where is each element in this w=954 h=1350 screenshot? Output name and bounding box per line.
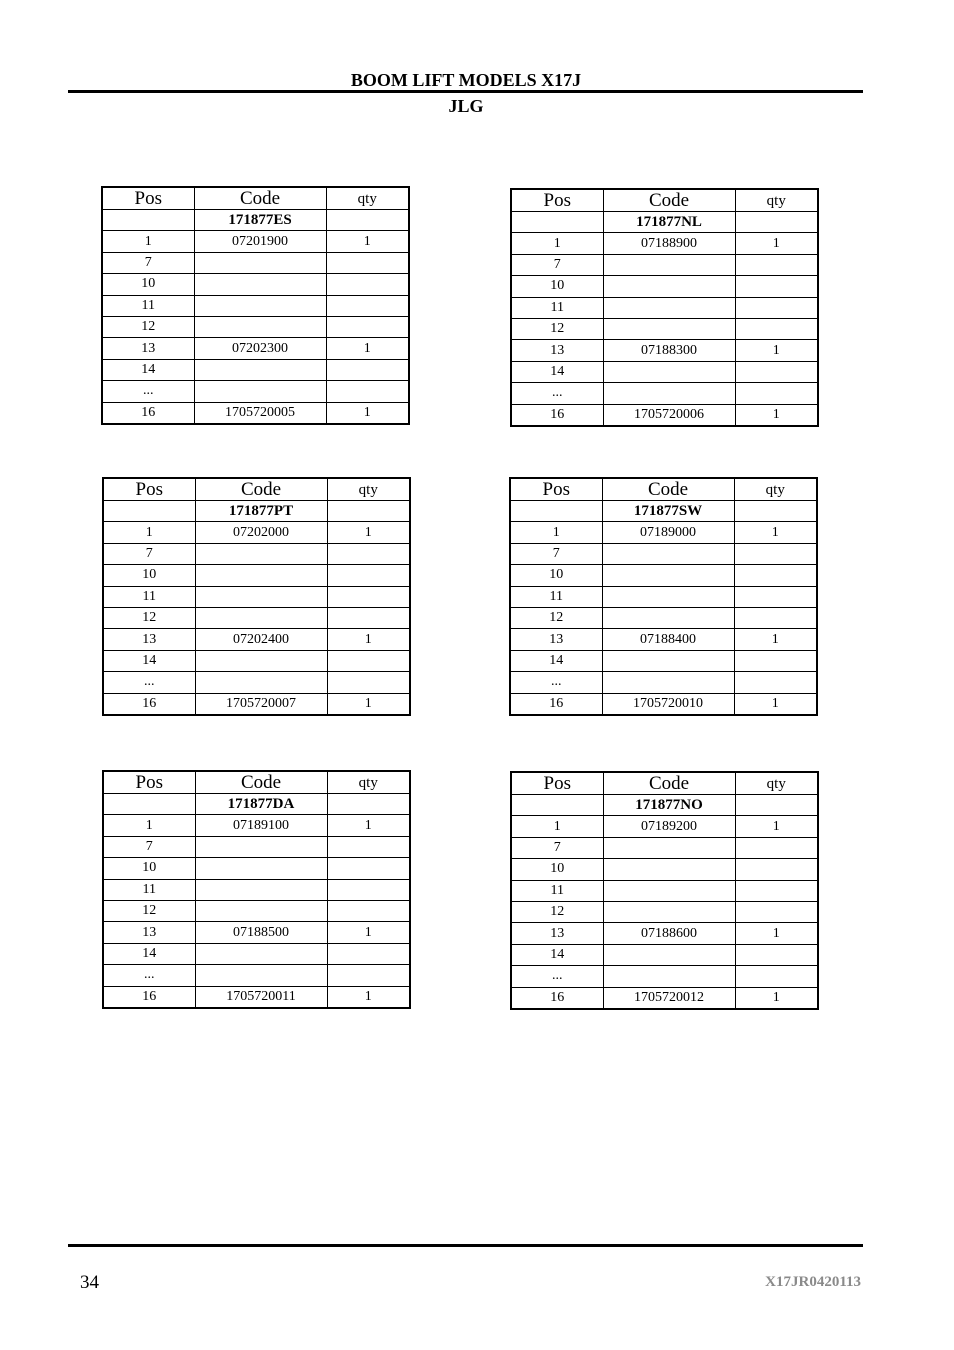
cell-pos: 10 — [102, 274, 194, 295]
cell-qty: 1 — [735, 340, 818, 361]
model-code: 171877PT — [195, 501, 327, 522]
model-qty-cell — [735, 795, 818, 816]
table-row — [511, 318, 818, 339]
cell-pos: 14 — [102, 359, 194, 380]
header-code: Code — [602, 478, 734, 501]
model-code: 171877ES — [194, 210, 326, 231]
cell-qty: 1 — [735, 987, 818, 1009]
header-code: Code — [195, 478, 327, 501]
table-row — [511, 340, 818, 361]
model-code: 171877DA — [195, 794, 327, 815]
cell-qty — [327, 543, 410, 564]
cell-qty — [735, 859, 818, 880]
table-row — [103, 986, 410, 1008]
cell-code — [195, 900, 327, 921]
cell-code: 1705720007 — [195, 693, 327, 715]
cell-pos: ... — [511, 383, 603, 404]
cell-code — [195, 565, 327, 586]
table-row — [103, 629, 410, 650]
cell-qty — [327, 586, 410, 607]
table-row — [511, 944, 818, 965]
cell-pos: ... — [103, 672, 195, 693]
table-header-row — [511, 772, 818, 795]
cell-pos: 16 — [511, 404, 603, 426]
cell-code — [194, 252, 326, 273]
cell-pos: 14 — [103, 650, 195, 671]
cell-code — [603, 383, 735, 404]
cell-pos: 13 — [511, 923, 603, 944]
table-row — [103, 543, 410, 564]
cell-code — [194, 274, 326, 295]
table-row — [511, 923, 818, 944]
table-row — [511, 276, 818, 297]
table-row — [510, 672, 817, 693]
cell-qty: 1 — [327, 629, 410, 650]
header-pos: Pos — [511, 189, 603, 212]
table-header-row — [511, 189, 818, 212]
document-title: BOOM LIFT MODELS X17J — [350, 70, 582, 90]
cell-code — [195, 943, 327, 964]
table-row — [103, 858, 410, 879]
cell-pos: ... — [511, 966, 603, 987]
cell-qty — [326, 274, 409, 295]
model-pos-cell — [511, 212, 603, 233]
table-row — [103, 586, 410, 607]
cell-pos: ... — [102, 381, 194, 402]
cell-code — [603, 837, 735, 858]
cell-qty — [734, 607, 817, 628]
cell-qty — [327, 650, 410, 671]
cell-pos: 1 — [102, 231, 194, 252]
cell-qty: 1 — [735, 233, 818, 254]
table-row — [103, 650, 410, 671]
cell-qty — [735, 837, 818, 858]
model-pos-cell — [102, 210, 194, 231]
cell-code — [195, 965, 327, 986]
cell-qty — [735, 297, 818, 318]
footer-rule — [68, 1244, 863, 1247]
header-rule — [68, 90, 863, 93]
cell-qty — [735, 901, 818, 922]
cell-qty: 1 — [326, 231, 409, 252]
cell-code — [195, 672, 327, 693]
cell-pos: 14 — [510, 650, 602, 671]
cell-code: 07189100 — [195, 815, 327, 836]
cell-pos: 11 — [511, 880, 603, 901]
cell-code — [603, 880, 735, 901]
cell-pos: 7 — [511, 837, 603, 858]
cell-code — [603, 297, 735, 318]
cell-qty — [326, 295, 409, 316]
header-qty: qty — [327, 478, 410, 501]
cell-pos: 13 — [103, 629, 195, 650]
model-row — [103, 501, 410, 522]
table-row — [510, 543, 817, 564]
model-qty-cell — [326, 210, 409, 231]
cell-pos: 13 — [510, 629, 602, 650]
cell-pos: ... — [510, 672, 602, 693]
cell-pos: 14 — [103, 943, 195, 964]
model-code: 171877SW — [602, 501, 734, 522]
cell-code: 1705720006 — [603, 404, 735, 426]
cell-pos: 12 — [103, 900, 195, 921]
table-row — [511, 361, 818, 382]
table-row — [102, 274, 409, 295]
cell-qty — [327, 672, 410, 693]
cell-pos: 12 — [103, 607, 195, 628]
cell-qty — [326, 381, 409, 402]
table-row — [103, 922, 410, 943]
cell-pos: 16 — [510, 693, 602, 715]
cell-qty — [327, 565, 410, 586]
cell-qty — [327, 879, 410, 900]
parts-table — [510, 188, 819, 427]
cell-code: 07189000 — [602, 522, 734, 543]
cell-qty: 1 — [327, 522, 410, 543]
cell-qty — [326, 252, 409, 273]
cell-pos: 13 — [511, 340, 603, 361]
cell-code — [603, 944, 735, 965]
cell-pos: 13 — [102, 338, 194, 359]
header-code: Code — [194, 187, 326, 210]
cell-qty: 1 — [327, 922, 410, 943]
table-row — [511, 837, 818, 858]
cell-qty — [735, 383, 818, 404]
cell-pos: 12 — [511, 901, 603, 922]
cell-code — [195, 586, 327, 607]
table-row — [103, 565, 410, 586]
model-qty-cell — [327, 501, 410, 522]
header-pos: Pos — [510, 478, 602, 501]
cell-code — [195, 650, 327, 671]
table-header-row — [103, 771, 410, 794]
cell-pos: 14 — [511, 361, 603, 382]
cell-code: 07189200 — [603, 816, 735, 837]
table-row — [511, 233, 818, 254]
model-pos-cell — [511, 795, 603, 816]
header-qty: qty — [326, 187, 409, 210]
cell-code — [194, 295, 326, 316]
table-row — [102, 381, 409, 402]
cell-pos: 7 — [511, 254, 603, 275]
cell-code: 07188600 — [603, 923, 735, 944]
cell-pos: 10 — [510, 565, 602, 586]
header-pos: Pos — [103, 478, 195, 501]
cell-code: 1705720012 — [603, 987, 735, 1009]
table-row — [103, 836, 410, 857]
parts-table — [101, 186, 410, 425]
cell-code — [603, 901, 735, 922]
header-qty: qty — [735, 772, 818, 795]
cell-pos: 11 — [103, 879, 195, 900]
cell-code: 07188300 — [603, 340, 735, 361]
model-code: 171877NL — [603, 212, 735, 233]
cell-qty — [735, 966, 818, 987]
cell-pos: 16 — [102, 402, 194, 424]
table-header-row — [103, 478, 410, 501]
table-row — [511, 383, 818, 404]
table-row — [511, 901, 818, 922]
model-row — [510, 501, 817, 522]
header-code: Code — [603, 772, 735, 795]
table-row — [103, 672, 410, 693]
table-row — [103, 900, 410, 921]
cell-code — [602, 607, 734, 628]
cell-code — [194, 381, 326, 402]
model-pos-cell — [510, 501, 602, 522]
cell-pos: 12 — [510, 607, 602, 628]
cell-qty — [327, 836, 410, 857]
cell-qty — [327, 943, 410, 964]
cell-code — [603, 361, 735, 382]
parts-table — [509, 477, 818, 716]
cell-pos: 1 — [511, 816, 603, 837]
cell-qty — [327, 858, 410, 879]
cell-qty — [735, 318, 818, 339]
brand-name: JLG — [448, 96, 484, 116]
table-header-row — [510, 478, 817, 501]
table-row — [510, 693, 817, 715]
cell-qty — [735, 944, 818, 965]
header-qty: qty — [734, 478, 817, 501]
cell-qty: 1 — [735, 923, 818, 944]
cell-pos: 1 — [103, 815, 195, 836]
header-code: Code — [603, 189, 735, 212]
table-row — [510, 586, 817, 607]
header-code: Code — [195, 771, 327, 794]
cell-code: 07188400 — [602, 629, 734, 650]
cell-qty: 1 — [327, 693, 410, 715]
cell-qty: 1 — [734, 629, 817, 650]
table-row — [102, 359, 409, 380]
header-pos: Pos — [102, 187, 194, 210]
cell-code: 07202000 — [195, 522, 327, 543]
cell-code — [602, 565, 734, 586]
cell-pos: ... — [103, 965, 195, 986]
model-row — [103, 794, 410, 815]
model-row — [102, 210, 409, 231]
model-row — [511, 795, 818, 816]
cell-qty — [326, 316, 409, 337]
cell-code: 1705720011 — [195, 986, 327, 1008]
cell-qty — [734, 586, 817, 607]
table-row — [102, 402, 409, 424]
cell-code — [194, 316, 326, 337]
table-row — [511, 254, 818, 275]
header-pos: Pos — [511, 772, 603, 795]
cell-code — [194, 359, 326, 380]
cell-pos: 13 — [103, 922, 195, 943]
cell-pos: 1 — [511, 233, 603, 254]
cell-qty — [327, 900, 410, 921]
cell-code — [195, 836, 327, 857]
model-qty-cell — [327, 794, 410, 815]
cell-qty — [734, 543, 817, 564]
cell-code: 07202400 — [195, 629, 327, 650]
table-row — [103, 522, 410, 543]
header-qty: qty — [735, 189, 818, 212]
table-row — [102, 231, 409, 252]
cell-code — [602, 672, 734, 693]
table-row — [103, 965, 410, 986]
cell-code — [603, 859, 735, 880]
cell-qty — [734, 565, 817, 586]
cell-code: 1705720010 — [602, 693, 734, 715]
model-pos-cell — [103, 794, 195, 815]
cell-qty: 1 — [735, 816, 818, 837]
cell-qty — [735, 276, 818, 297]
cell-pos: 11 — [511, 297, 603, 318]
cell-code: 07188900 — [603, 233, 735, 254]
table-row — [102, 316, 409, 337]
cell-qty: 1 — [734, 522, 817, 543]
table-row — [103, 607, 410, 628]
cell-pos: 7 — [102, 252, 194, 273]
table-header-row — [102, 187, 409, 210]
model-pos-cell — [103, 501, 195, 522]
cell-qty: 1 — [327, 815, 410, 836]
cell-pos: 10 — [511, 276, 603, 297]
cell-pos: 16 — [511, 987, 603, 1009]
model-qty-cell — [734, 501, 817, 522]
cell-pos: 16 — [103, 986, 195, 1008]
cell-pos: 1 — [510, 522, 602, 543]
cell-pos: 16 — [103, 693, 195, 715]
cell-code — [603, 966, 735, 987]
cell-pos: 7 — [103, 836, 195, 857]
cell-pos: 7 — [510, 543, 602, 564]
cell-code — [195, 607, 327, 628]
cell-qty — [735, 254, 818, 275]
cell-code — [195, 879, 327, 900]
cell-qty — [326, 359, 409, 380]
table-row — [102, 338, 409, 359]
cell-pos: 11 — [102, 295, 194, 316]
header-qty: qty — [327, 771, 410, 794]
cell-qty — [734, 672, 817, 693]
table-row — [511, 987, 818, 1009]
cell-pos: 10 — [103, 565, 195, 586]
model-qty-cell — [735, 212, 818, 233]
cell-qty: 1 — [734, 693, 817, 715]
parts-table — [510, 771, 819, 1010]
cell-qty: 1 — [326, 338, 409, 359]
table-row — [102, 295, 409, 316]
cell-code — [603, 254, 735, 275]
table-row — [511, 880, 818, 901]
cell-code — [195, 543, 327, 564]
model-code: 171877NO — [603, 795, 735, 816]
cell-pos: 10 — [103, 858, 195, 879]
cell-code: 07188500 — [195, 922, 327, 943]
cell-code: 07201900 — [194, 231, 326, 252]
cell-qty — [734, 650, 817, 671]
table-row — [510, 565, 817, 586]
cell-qty — [735, 361, 818, 382]
cell-code — [602, 586, 734, 607]
table-row — [511, 404, 818, 426]
cell-code — [602, 543, 734, 564]
table-row — [103, 815, 410, 836]
cell-code — [603, 318, 735, 339]
page-number: 34 — [80, 1272, 99, 1293]
cell-code — [195, 858, 327, 879]
table-row — [510, 629, 817, 650]
cell-code: 1705720005 — [194, 402, 326, 424]
cell-qty — [735, 880, 818, 901]
cell-pos: 12 — [511, 318, 603, 339]
parts-table — [102, 770, 411, 1009]
model-row — [511, 212, 818, 233]
parts-table — [102, 477, 411, 716]
cell-code: 07202300 — [194, 338, 326, 359]
table-row — [511, 859, 818, 880]
cell-code — [602, 650, 734, 671]
table-row — [510, 607, 817, 628]
cell-pos: 14 — [511, 944, 603, 965]
table-row — [510, 650, 817, 671]
table-row — [102, 252, 409, 273]
cell-code — [603, 276, 735, 297]
header-pos: Pos — [103, 771, 195, 794]
cell-pos: 10 — [511, 859, 603, 880]
cell-qty: 1 — [735, 404, 818, 426]
cell-pos: 11 — [103, 586, 195, 607]
cell-qty: 1 — [327, 986, 410, 1008]
cell-pos: 7 — [103, 543, 195, 564]
table-row — [510, 522, 817, 543]
table-row — [511, 966, 818, 987]
table-row — [103, 943, 410, 964]
document-code: X17JR0420113 — [765, 1274, 861, 1290]
table-row — [103, 693, 410, 715]
cell-pos: 11 — [510, 586, 602, 607]
cell-pos: 1 — [103, 522, 195, 543]
table-row — [511, 816, 818, 837]
table-row — [511, 297, 818, 318]
cell-qty — [327, 965, 410, 986]
cell-qty: 1 — [326, 402, 409, 424]
table-row — [103, 879, 410, 900]
cell-pos: 12 — [102, 316, 194, 337]
cell-qty — [327, 607, 410, 628]
